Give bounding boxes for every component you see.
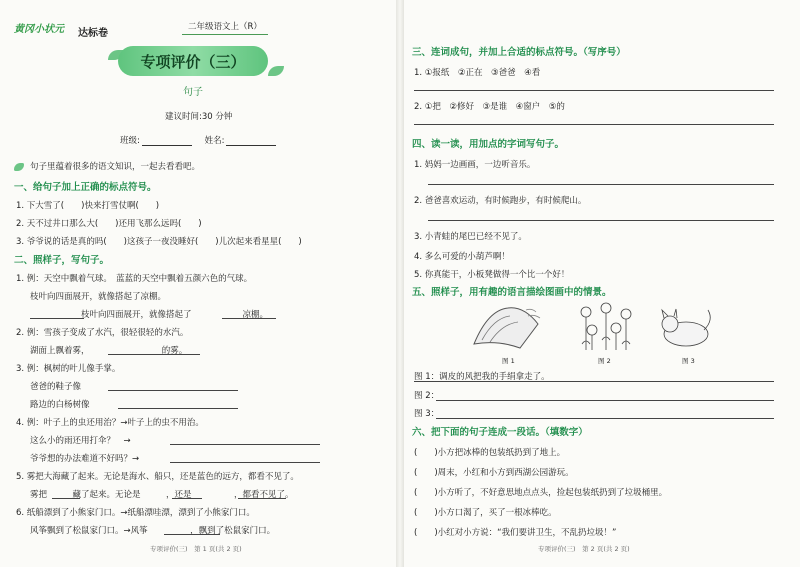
answer-line[interactable] bbox=[164, 534, 220, 535]
question-line: 雾把 藏了起来。无论是 ，还是 ，都看不见了。 bbox=[30, 490, 294, 500]
answer-line[interactable] bbox=[108, 390, 238, 391]
question-line: 湖面上飘着雾， 的雾。 bbox=[30, 346, 188, 356]
section-5-title: 五、照样子，用有趣的语言描绘图画中的情景。 bbox=[412, 287, 612, 298]
left-page bbox=[0, 0, 398, 567]
answer-line[interactable] bbox=[170, 462, 320, 463]
question-line: 4. 多么可爱的小葫芦啊！ bbox=[414, 252, 510, 262]
animal-picture bbox=[656, 300, 716, 352]
question-line: 2. 例：雪孩子变成了水汽，很轻很轻的水汽。 bbox=[16, 328, 189, 338]
question-line: ( )小方听了，不好意思地点点头，捡起包装纸扔到了垃圾桶里。 bbox=[414, 488, 668, 498]
answer-line[interactable] bbox=[222, 318, 276, 319]
question-line: 1. 下大雪了( )快来打雪仗啊( ) bbox=[16, 201, 160, 211]
question-line: 图 2： bbox=[414, 391, 440, 401]
answer-line[interactable] bbox=[118, 408, 238, 409]
right-page bbox=[402, 0, 800, 567]
figure-label: 图 1 bbox=[502, 357, 515, 365]
question-line: 图 3： bbox=[414, 409, 440, 419]
grade-label: 二年级语文上（R） bbox=[182, 20, 268, 35]
answer-line[interactable] bbox=[414, 381, 774, 382]
question-line: 爷爷想的办法难道不好吗？→ bbox=[30, 454, 140, 464]
answer-line[interactable] bbox=[436, 400, 774, 401]
question-line: 2. ①把 ②修好 ③是谁 ④窗户 ⑤的 bbox=[414, 102, 565, 112]
question-line: 风筝飘到了松鼠家门口。→风筝 ，飘到了松鼠家门口。 bbox=[30, 526, 276, 536]
question-line: 2. 天不过井口那么大( )还用飞那么远吗( ) bbox=[16, 219, 202, 229]
question-line: 爸爸的鞋子像 bbox=[30, 382, 82, 392]
name-label: 姓名: bbox=[204, 136, 225, 146]
page-footer: 专项评价(三) 第 1 页(共 2 页) bbox=[150, 545, 242, 553]
figure-label: 图 2 bbox=[598, 357, 611, 365]
answer-line[interactable] bbox=[30, 318, 84, 319]
intro-text: 句子里蕴着很多的语文知识，一起去看看吧。 bbox=[14, 160, 200, 172]
student-info bbox=[120, 134, 286, 146]
question-line: 2. 爸爸喜欢运动，有时候跑步，有时候爬山。 bbox=[414, 196, 587, 206]
section-6-title: 六、把下面的句子连成一段话。（填数字） bbox=[412, 427, 588, 438]
page-footer: 专项评价(三) 第 2 页(共 2 页) bbox=[538, 545, 630, 553]
section-2-title: 二、照样子，写句子。 bbox=[14, 255, 110, 266]
page-title: 专项评价（三） bbox=[118, 46, 268, 76]
question-line: 4. 例：叶子上的虫还用治？→叶子上的虫不用治。 bbox=[16, 418, 204, 428]
question-line: 图 1：调皮的风把我的手绢拿走了。 bbox=[414, 372, 550, 382]
question-line: 枝叶向四面展开，就像搭起了凉棚。 bbox=[30, 292, 167, 302]
name-input[interactable] bbox=[226, 145, 276, 146]
question-line: ( )小方口渴了，买了一根冰棒吃。 bbox=[414, 508, 557, 518]
question-line: 枝叶向四面展开，就像搭起了 凉棚。 bbox=[30, 310, 269, 320]
leaf-decoration-icon bbox=[268, 66, 284, 76]
question-line: 3. 小青蛙的尾巴已经不见了。 bbox=[414, 232, 527, 242]
flowers-picture bbox=[572, 300, 642, 354]
question-line: 这么小的雨还用打伞？ → bbox=[30, 436, 131, 446]
question-line: 1. 妈妈一边画画，一边听音乐。 bbox=[414, 160, 536, 170]
bird-icon bbox=[14, 163, 24, 171]
answer-line[interactable] bbox=[428, 220, 774, 221]
answer-line[interactable] bbox=[238, 498, 286, 499]
section-1-title: 一、给句子加上正确的标点符号。 bbox=[14, 182, 157, 193]
answer-line[interactable] bbox=[414, 90, 774, 91]
answer-line[interactable] bbox=[108, 354, 200, 355]
answer-line[interactable] bbox=[428, 184, 774, 185]
answer-line[interactable] bbox=[414, 124, 774, 125]
brand-subtitle: 达标卷 bbox=[78, 28, 108, 39]
answer-line[interactable] bbox=[170, 444, 320, 445]
question-line: 3. 爷爷说的话是真的吗( )这孩子一夜没睡好( )儿次起来看星星( ) bbox=[16, 237, 302, 247]
answer-line[interactable] bbox=[436, 418, 774, 419]
suggested-time: 建议时间:30 分钟 bbox=[165, 112, 233, 122]
figure-label: 图 3 bbox=[682, 357, 695, 365]
brand-logo: 黄冈小状元 bbox=[14, 24, 64, 35]
answer-line[interactable] bbox=[172, 498, 202, 499]
answer-line[interactable] bbox=[52, 498, 80, 499]
question-line: 6. 纸船漂到了小熊家门口。→纸船漂哇漂，漂到了小熊家门口。 bbox=[16, 508, 255, 518]
section-4-title: 四、读一读，用加点的字词写句子。 bbox=[412, 139, 565, 150]
handkerchief-picture bbox=[468, 300, 544, 352]
section-3-title: 三、连词成句，并加上合适的标点符号。（写序号） bbox=[412, 47, 626, 58]
class-input[interactable] bbox=[142, 145, 192, 146]
page-subtitle: 句子 bbox=[183, 87, 203, 98]
question-line: ( )小方把冰棒的包装纸扔到了地上。 bbox=[414, 448, 566, 458]
class-label: 班级: bbox=[120, 136, 140, 146]
question-line: 1. ①报纸 ②正在 ③爸爸 ④看 bbox=[414, 68, 541, 78]
question-line: 5. 雾把大海藏了起来。无论是海水、船只，还是蓝色的远方，都看不见了。 bbox=[16, 472, 299, 482]
question-line: 路边的白杨树像 bbox=[30, 400, 90, 410]
question-line: ( )周末，小红和小方到西湖公园游玩。 bbox=[414, 468, 574, 478]
question-line: 1. 例：天空中飘着气球。 蓝蓝的天空中飘着五颜六色的气球。 bbox=[16, 274, 253, 284]
question-line: 3. 例：枫树的叶儿像手掌。 bbox=[16, 364, 121, 374]
question-line: 5. 你真能干，小板凳做得一个比一个好！ bbox=[414, 270, 570, 280]
question-line: ( )小红对小方说：“我们要讲卫生，不乱扔垃圾！” bbox=[414, 528, 617, 538]
